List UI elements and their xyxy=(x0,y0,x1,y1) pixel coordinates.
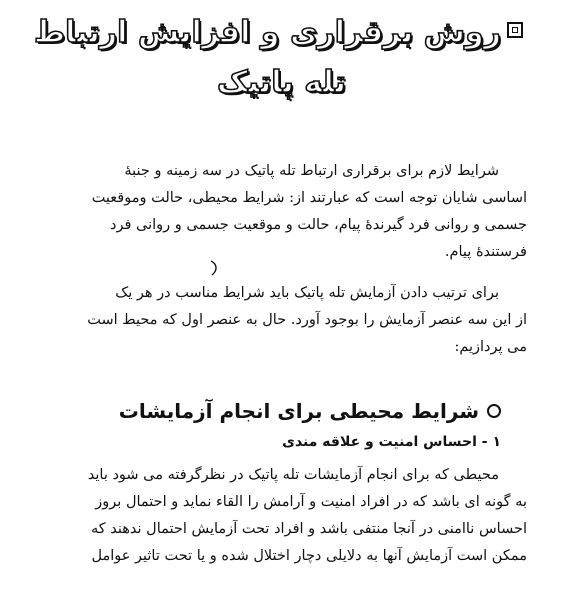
paragraph-arrangement xyxy=(62,280,527,361)
paragraph-environment xyxy=(62,462,527,570)
paragraph-line: از این سه عنصر آزمایش را بوجود آورد. حال به عنصر اول که محیط است xyxy=(87,312,527,328)
paragraph-line: احساس ناامنی در آنجا منتفی باشد و افراد تحت آزمایش احتمال ندهند که xyxy=(91,521,527,537)
paragraph-line: اساسی شایان توجه است که عبارتند از: شرایط محیطی، حالت وموقعیت xyxy=(91,190,527,206)
chapter-title-line-1 xyxy=(33,8,523,58)
paragraph-line: جسمی و روانی فرد گیرندهٔ پیام، حالت و موقعیت جسمی و روانی فرد xyxy=(110,217,527,233)
square-bullet-icon xyxy=(507,22,523,38)
section-heading xyxy=(40,396,501,426)
section-heading-text: شرایط محیطی برای انجام آزمایشات xyxy=(118,399,479,423)
chapter-title-line-2: تله پاتیک xyxy=(217,65,346,100)
paragraph-line: محیطی که برای انجام آزمایشات تله پاتیک در نظرگرفته می شود باید xyxy=(87,467,499,483)
paragraph-line: شرایط لازم برای برقراری ارتباط تله پاتیک در سه زمینه و جنبهٔ xyxy=(124,163,499,179)
paragraph-line: فرستندهٔ پیام. xyxy=(444,244,527,260)
chapter-title xyxy=(33,8,523,108)
paragraph-line: به گونه ای باشد که در افراد امنیت و آرامش را القاء نماید و احتمال بروز xyxy=(95,494,527,510)
pen-mark-icon xyxy=(208,258,222,278)
paragraph-line: برای ترتیب دادن آزمایش تله پاتیک باید شرایط مناسب در هر یک xyxy=(115,285,499,301)
circle-bullet-icon xyxy=(487,404,501,418)
chapter-title-text-1: روش برقراری و افزایش ارتباط xyxy=(33,15,501,50)
paragraph-conditions xyxy=(62,158,527,266)
paragraph-line: می پردازیم: xyxy=(454,339,527,355)
sub-heading: ۱ - احساس امنیت و علاقه مندی xyxy=(282,434,501,450)
paragraph-line: ممکن است آزمایش آنها به دلایلی دچار اختلال شده و یا تحت تاثیر عوامل xyxy=(91,548,527,564)
